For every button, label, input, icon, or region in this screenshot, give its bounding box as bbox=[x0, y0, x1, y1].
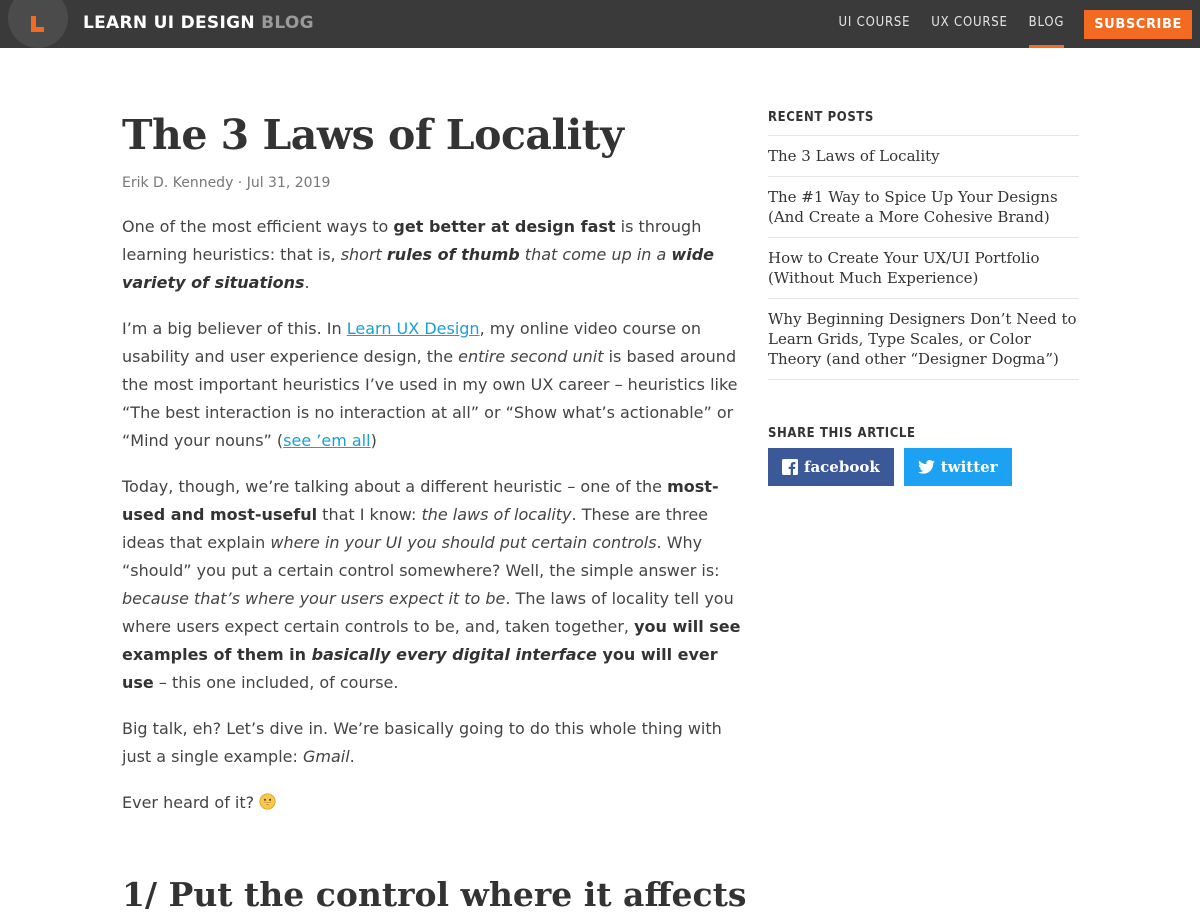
text: . These are three ideas that explain bbox=[122, 505, 708, 552]
recent-post-item[interactable] bbox=[768, 136, 1079, 177]
bold-italic-text: rules of thumb bbox=[386, 245, 520, 264]
text: Ever heard of it? bbox=[122, 793, 260, 812]
text: I’m a big believer of this. In bbox=[122, 319, 347, 338]
brand-main: LEARN UI DESIGN bbox=[83, 13, 255, 33]
text: ) bbox=[370, 431, 377, 450]
recent-post-link[interactable]: Why Beginning Designers Don’t Need to Learn Grids, Type Scales, or Color Theory (and other “Designer Dogma”) bbox=[768, 310, 1077, 368]
share-heading: SHARE THIS ARTICLE bbox=[768, 426, 916, 441]
text: . Why “should” you put a certain control somewhere? Well, the simple answer is: bbox=[122, 533, 720, 580]
italic-text: that come up in a bbox=[519, 245, 672, 264]
twitter-icon bbox=[918, 460, 935, 474]
main-nav bbox=[817, 0, 1192, 48]
paragraph-1 bbox=[122, 213, 742, 297]
text: Today, though, we’re talking about a different heuristic – one of the bbox=[122, 477, 668, 496]
bold-text: most-used and most-useful bbox=[122, 477, 719, 524]
text: Big talk, eh? Let’s dive in. We’re basically going to do this whole thing with just a single example: bbox=[122, 719, 722, 766]
text: One of the most efficient ways to bbox=[122, 217, 394, 236]
twitter-share-button[interactable] bbox=[904, 448, 1012, 486]
bold-text: get better at design fast bbox=[393, 217, 616, 236]
text: . bbox=[304, 273, 310, 292]
article-body bbox=[122, 213, 742, 817]
share-buttons bbox=[768, 448, 1079, 486]
paragraph-2 bbox=[122, 315, 742, 455]
subscribe-button[interactable]: SUBSCRIBE bbox=[1084, 10, 1192, 39]
article bbox=[122, 108, 742, 835]
nav-ux-course[interactable]: UX COURSE bbox=[931, 15, 1008, 30]
twitter-label: twitter bbox=[940, 458, 998, 476]
text: – this one included, of course. bbox=[153, 673, 399, 692]
nav-ui-course[interactable]: UI COURSE bbox=[838, 15, 911, 30]
recent-post-item[interactable] bbox=[768, 238, 1079, 299]
bold-italic-text: basically every digital interface bbox=[311, 645, 597, 664]
paragraph-3 bbox=[122, 473, 742, 697]
italic-text: the laws of locality bbox=[421, 505, 572, 524]
italic-text: where in your UI you should put certain controls bbox=[270, 533, 657, 552]
recent-post-link[interactable]: The 3 Laws of Locality bbox=[768, 147, 940, 165]
text: that I know: bbox=[317, 505, 422, 524]
learn-ux-design-link[interactable]: Learn UX Design bbox=[346, 319, 480, 338]
brand-sub: BLOG bbox=[261, 13, 314, 33]
sidebar bbox=[768, 110, 1079, 486]
bold-text: you will see examples of them in bbox=[122, 617, 741, 664]
article-byline: Erik D. Kennedy · Jul 31, 2019 bbox=[122, 175, 331, 191]
recent-post-item[interactable] bbox=[768, 299, 1079, 380]
text: is based around the most important heuristics I’ve used in my own UX career – heuristics like “The best interaction is no interaction at all” or “Show what’s actionable” or “Mind your nouns” ( bbox=[122, 347, 738, 450]
nav-blog[interactable]: BLOG bbox=[1029, 0, 1065, 48]
recent-posts-heading: RECENT POSTS bbox=[768, 110, 1079, 136]
italic-text: short bbox=[340, 245, 387, 264]
text: . bbox=[349, 747, 355, 766]
facebook-label: facebook bbox=[804, 458, 880, 476]
facebook-share-button[interactable] bbox=[768, 448, 894, 486]
italic-text: entire second unit bbox=[458, 347, 604, 366]
recent-post-link[interactable]: How to Create Your UX/UI Portfolio (Without Much Experience) bbox=[768, 249, 1040, 287]
text: . The laws of locality tell you where users expect certain controls to be, and, taken together, bbox=[122, 589, 734, 636]
facebook-icon bbox=[782, 459, 798, 475]
brand-wordmark[interactable] bbox=[83, 13, 314, 33]
bold-text: you will ever use bbox=[122, 645, 718, 692]
logo-icon bbox=[24, 4, 48, 44]
italic-text: Gmail bbox=[302, 747, 350, 766]
recent-post-link[interactable]: The #1 Way to Spice Up Your Designs (And Create a More Cohesive Brand) bbox=[768, 188, 1058, 226]
section-heading: 1/ Put the control where it affects bbox=[122, 875, 747, 914]
paragraph-5 bbox=[122, 789, 742, 817]
recent-posts-list bbox=[768, 136, 1079, 380]
bold-italic-text: wide variety of situations bbox=[122, 245, 714, 292]
paragraph-4 bbox=[122, 715, 742, 771]
top-navigation-bar bbox=[0, 0, 1200, 48]
text: , my online video course on usability and user experience design, the bbox=[122, 319, 702, 366]
recent-post-item[interactable] bbox=[768, 177, 1079, 238]
text: is through learning heuristics: that is, bbox=[122, 217, 702, 264]
italic-text: because that’s where your users expect it to be bbox=[122, 589, 506, 608]
see-em-all-link[interactable]: see ’em all bbox=[283, 431, 371, 450]
grinning-face-icon bbox=[259, 793, 276, 810]
article-title: The 3 Laws of Locality bbox=[122, 111, 624, 159]
